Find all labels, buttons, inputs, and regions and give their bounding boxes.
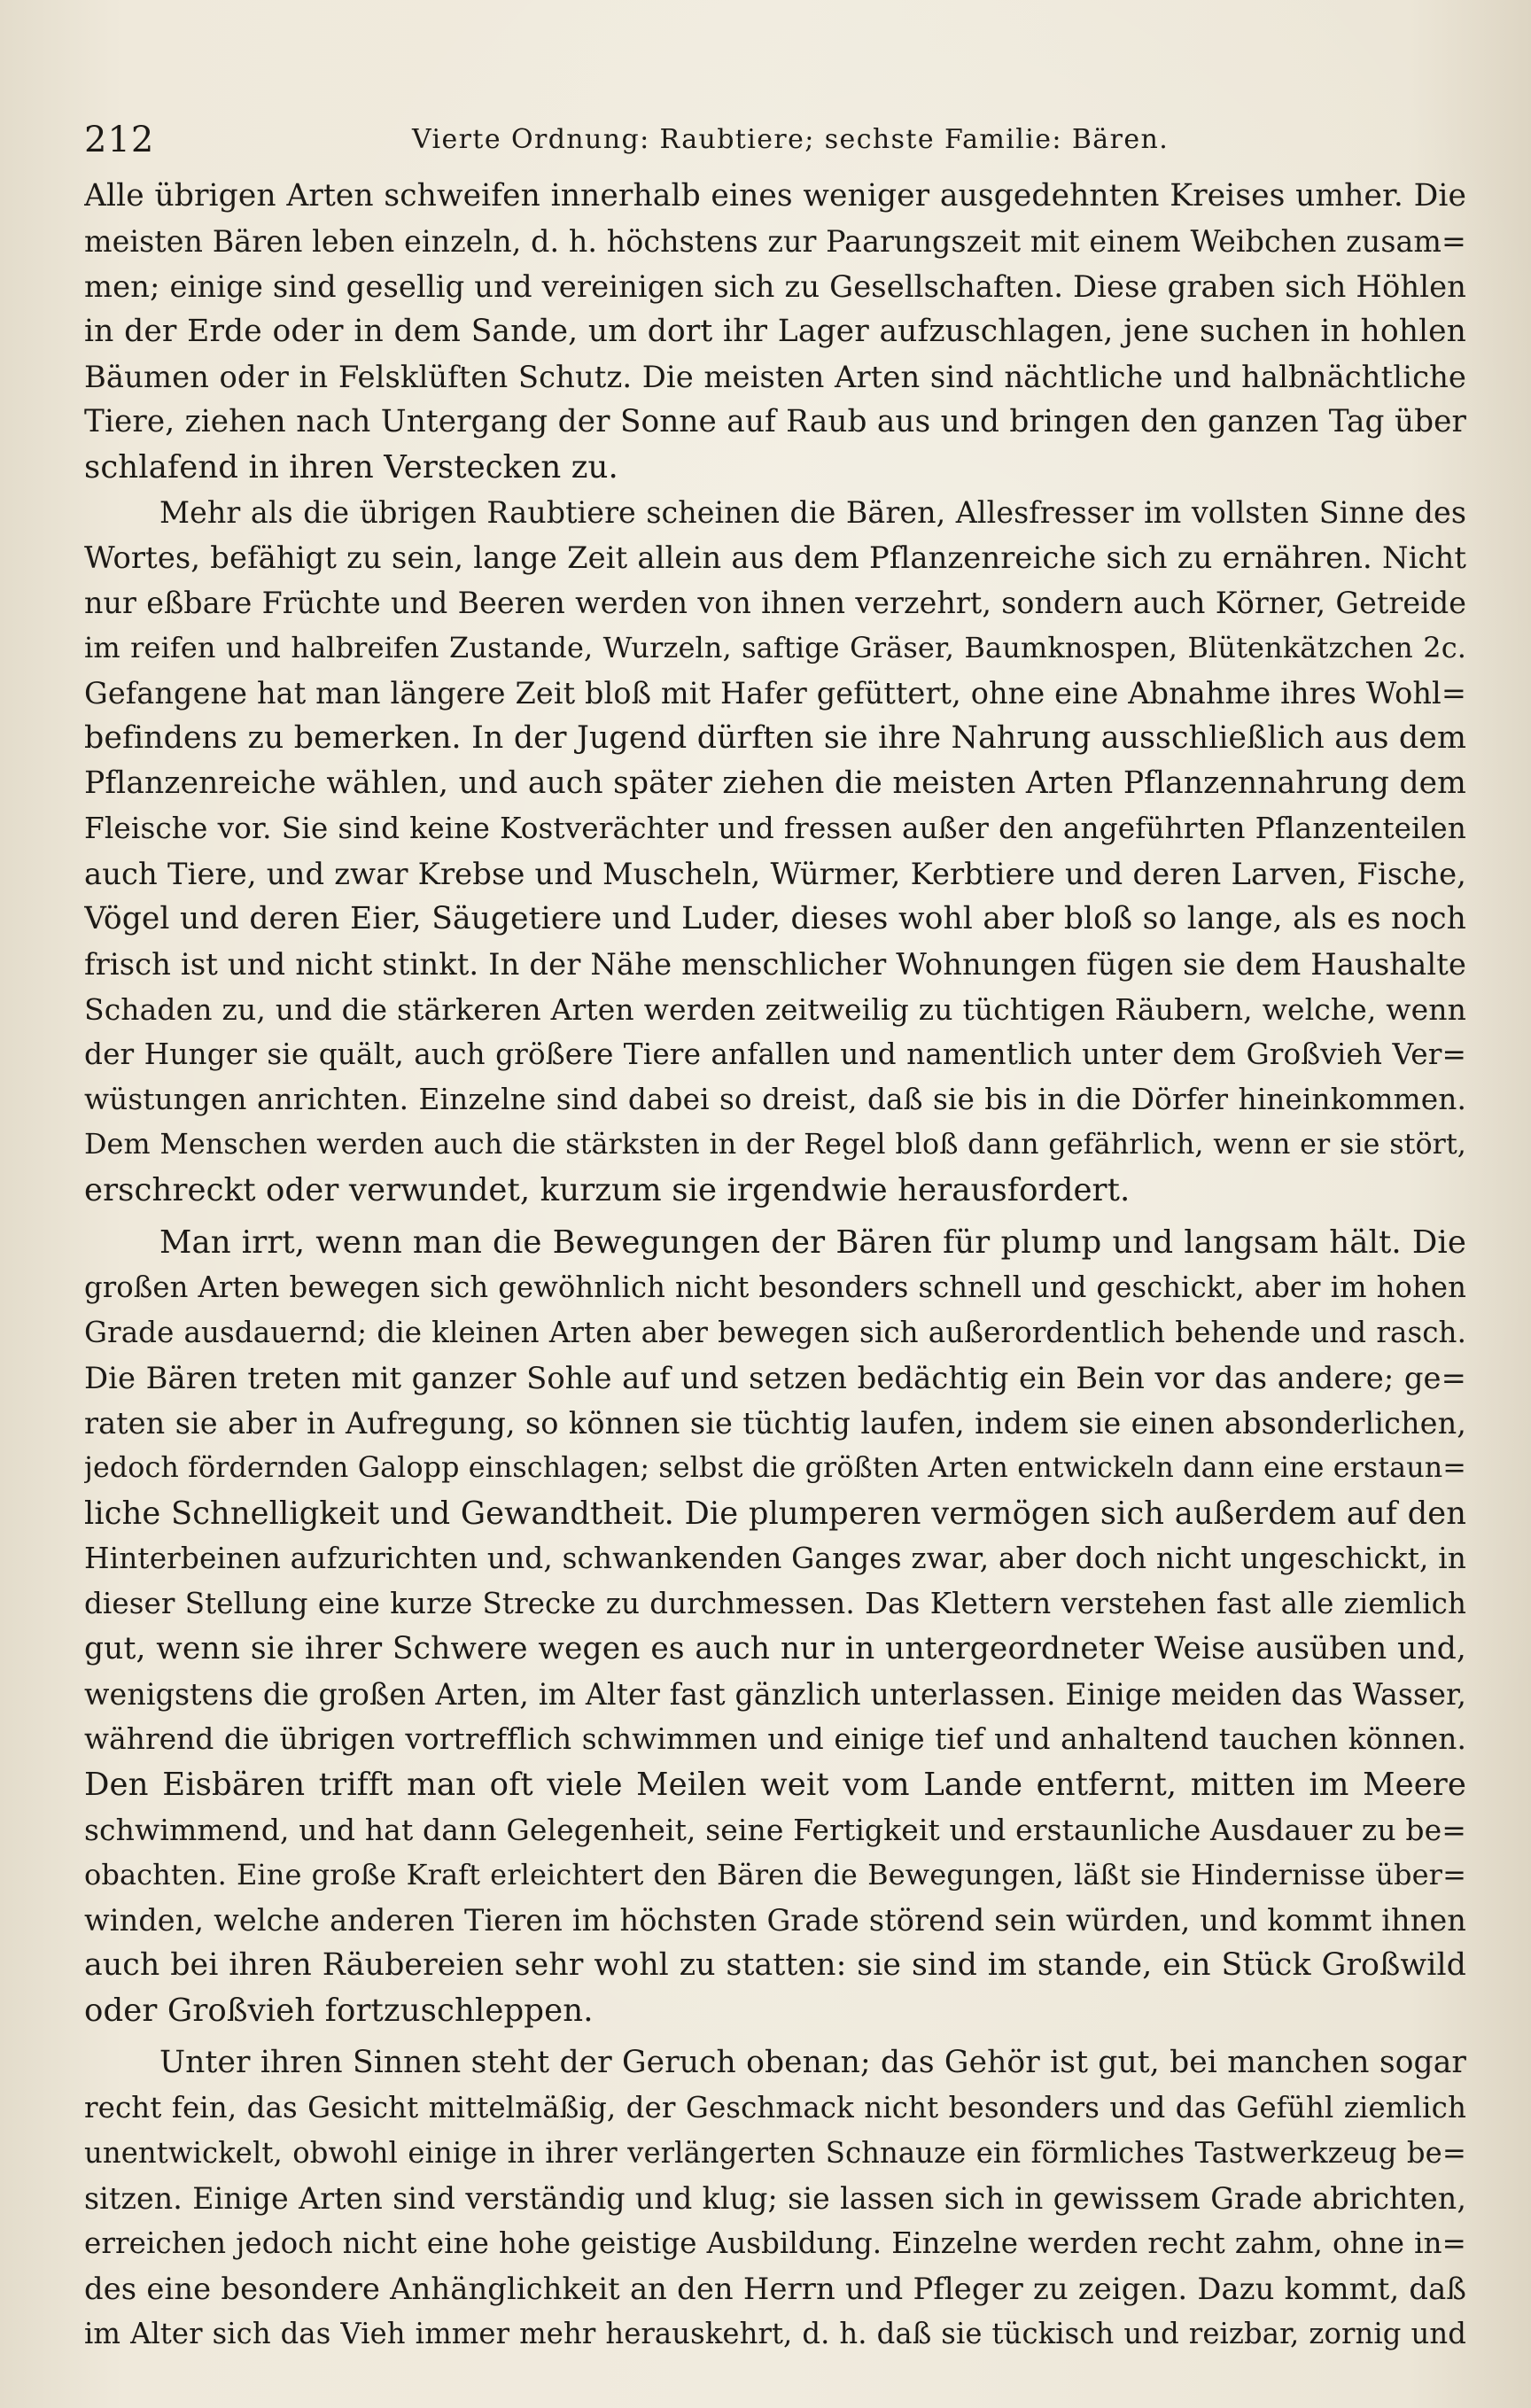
text-line: Fleische vor. Sie sind keine Kostverächter und fressen außer den angeführten Pflanzenteilen [84, 812, 1466, 845]
text-line: Alle übrigen Arten schweifen innerhalb eines weniger ausgedehnten Kreises umher. Die [84, 178, 1466, 214]
text-line: Die Bären treten mit ganzer Sohle auf und setzen bedächtig ein Bein vor das andere; ge= [84, 1361, 1466, 1395]
text-line: gut, wenn sie ihrer Schwere wegen es auch nur in untergeordneter Weise ausüben und, [84, 1631, 1466, 1666]
text-line: während die übrigen vortrefflich schwimmen und einige tief und anhaltend tauchen können. [84, 1722, 1466, 1756]
paragraph-2 [84, 490, 1466, 1213]
text-line: jedoch fördernden Galopp einschlagen; selbst die größten Arten entwickeln dann eine erstaun= [84, 1452, 1466, 1484]
page-header [84, 113, 1466, 167]
text-line: nur eßbare Früchte und Beeren werden von ihnen verzehrt, sondern auch Körner, Getreide [84, 586, 1466, 620]
text-line: Gefangene hat man längere Zeit bloß mit Hafer gefüttert, ohne eine Abnahme ihres Wohl= [84, 676, 1466, 711]
text-line: befindens zu bemerken. In der Jugend dürften sie ihre Nahrung ausschließlich aus dem [84, 720, 1466, 756]
text-line: liche Schnelligkeit und Gewandtheit. Die plumperen vermögen sich außerdem auf den [84, 1495, 1466, 1532]
text-line: men; einige sind gesellig und vereinigen sich zu Gesellschaften. Diese graben sich Höhlen [84, 269, 1466, 304]
text-line: großen Arten bewegen sich gewöhnlich nicht besonders schnell und geschickt, aber im hohen [84, 1270, 1466, 1304]
text-line: wüstungen anrichten. Einzelne sind dabei so dreist, daß sie bis in die Dörfer hineinkommen. [84, 1083, 1466, 1116]
text-line: im reifen und halbreifen Zustande, Wurzeln, saftige Gräser, Baumknospen, Blütenkätzchen 2c. [84, 631, 1466, 664]
text-line: Bäumen oder in Felsklüften Schutz. Die meisten Arten sind nächtliche und halbnächtliche [84, 360, 1466, 394]
text-line: sitzen. Einige Arten sind verständig und klug; sie lassen sich in gewissem Grade abrichten, [84, 2181, 1466, 2216]
text-line: Schaden zu, und die stärkeren Arten werden zeitweilig zu tüchtigen Räubern, welche, wenn [84, 992, 1466, 1027]
text-line: schlafend in ihren Verstecken zu. [84, 449, 618, 485]
text-line: Hinterbeinen aufzurichten und, schwankenden Ganges zwar, aber doch nicht ungeschickt, in [84, 1542, 1466, 1575]
text-line: frisch ist und nicht stinkt. In der Nähe menschlicher Wohnungen fügen sie dem Haushalte [84, 947, 1466, 982]
text-line: auch Tiere, und zwar Krebse und Muscheln, Würmer, Kerbtiere und deren Larven, Fische, [84, 857, 1466, 891]
text-line: Tiere, ziehen nach Untergang der Sonne auf Raub aus und bringen den ganzen Tag über [84, 404, 1466, 439]
text-line: meisten Bären leben einzeln, d. h. höchstens zur Paarungszeit mit einem Weibchen zusam= [84, 224, 1466, 259]
text-line: winden, welche anderen Tieren im höchsten Grade störend sein würden, und kommt ihnen [84, 1903, 1466, 1938]
running-head: Vierte Ordnung: Raubtiere; sechste Familie: Bären. [412, 124, 1170, 155]
text-line: Wortes, befähigt zu sein, lange Zeit allein aus dem Pflanzenreiche sich zu ernähren. Nicht [84, 540, 1466, 575]
text-line: obachten. Eine große Kraft erleichtert den Bären die Bewegungen, läßt sie Hindernisse über= [84, 1858, 1466, 1891]
text-line: auch bei ihren Räubereien sehr wohl zu statten: sie sind im stande, ein Stück Großwild [84, 1947, 1466, 1983]
text-line: Man irrt, wenn man die Bewegungen der Bären für plump und langsam hält. Die [159, 1224, 1466, 1261]
text-line: Pflanzenreiche wählen, und auch später ziehen die meisten Arten Pflanzennahrung dem [84, 765, 1466, 801]
paragraph-3 [84, 1220, 1466, 2033]
text-line: erreichen jedoch nicht eine hohe geistige Ausbildung. Einzelne werden recht zahm, ohne in= [84, 2226, 1466, 2260]
page-number: 212 [84, 120, 155, 160]
paragraph-gap [84, 1213, 1466, 1220]
text-line: unentwickelt, obwohl einige in ihrer verlängerten Schnauze ein förmliches Tastwerkzeug be= [84, 2136, 1466, 2170]
paragraph-4 [84, 2040, 1466, 2357]
text-line: recht fein, das Gesicht mittelmäßig, der Geschmack nicht besonders und das Gefühl ziemlich [84, 2091, 1466, 2124]
text-line: Dem Menschen werden auch die stärksten in der Regel bloß dann gefährlich, wenn er sie stört, [84, 1129, 1466, 1161]
paragraph-1 [84, 174, 1466, 490]
text-line: wenigstens die großen Arten, im Alter fast gänzlich unterlassen. Einige meiden das Wasser, [84, 1677, 1466, 1712]
body-text [84, 174, 1466, 2357]
text-line: Mehr als die übrigen Raubtiere scheinen die Bären, Allesfresser im vollsten Sinne des [159, 495, 1466, 530]
text-line: schwimmend, und hat dann Gelegenheit, seine Fertigkeit und erstaunliche Ausdauer zu be= [84, 1813, 1466, 1847]
text-line: im Alter sich das Vieh immer mehr herauskehrt, d. h. daß sie tückisch und reizbar, zornig und [84, 2317, 1466, 2350]
text-line: raten sie aber in Aufregung, so können sie tüchtig laufen, indem sie einen absonderlichen, [84, 1406, 1466, 1441]
text-line: erschreckt oder verwundet, kurzum sie irgendwie herausfordert. [84, 1172, 1131, 1208]
text-line: dieser Stellung eine kurze Strecke zu durchmessen. Das Klettern verstehen fast alle ziemlich [84, 1587, 1466, 1620]
text-line: Den Eisbären trifft man oft viele Meilen weit vom Lande entfernt, mitten im Meere [84, 1767, 1466, 1803]
text-line: Unter ihren Sinnen steht der Geruch obenan; das Gehör ist gut, bei manchen sogar [159, 2045, 1466, 2080]
text-line: des eine besondere Anhänglichkeit an den Herrn und Pfleger zu zeigen. Dazu kommt, daß [84, 2272, 1466, 2306]
text-line: oder Großvieh fortzuschleppen. [84, 1992, 594, 2029]
text-line: Vögel und deren Eier, Säugetiere und Luder, dieses wohl aber bloß so lange, als es noch [84, 901, 1466, 936]
text-line: in der Erde oder in dem Sande, um dort ihr Lager aufzuschlagen, jene suchen in hohlen [84, 314, 1466, 349]
text-line: der Hunger sie quält, auch größere Tiere anfallen und namentlich unter dem Großvieh Ver= [84, 1037, 1466, 1071]
paragraph-gap [84, 2033, 1466, 2040]
text-line: Grade ausdauernd; die kleinen Arten aber bewegen sich außerordentlich behende und rasch. [84, 1316, 1466, 1349]
